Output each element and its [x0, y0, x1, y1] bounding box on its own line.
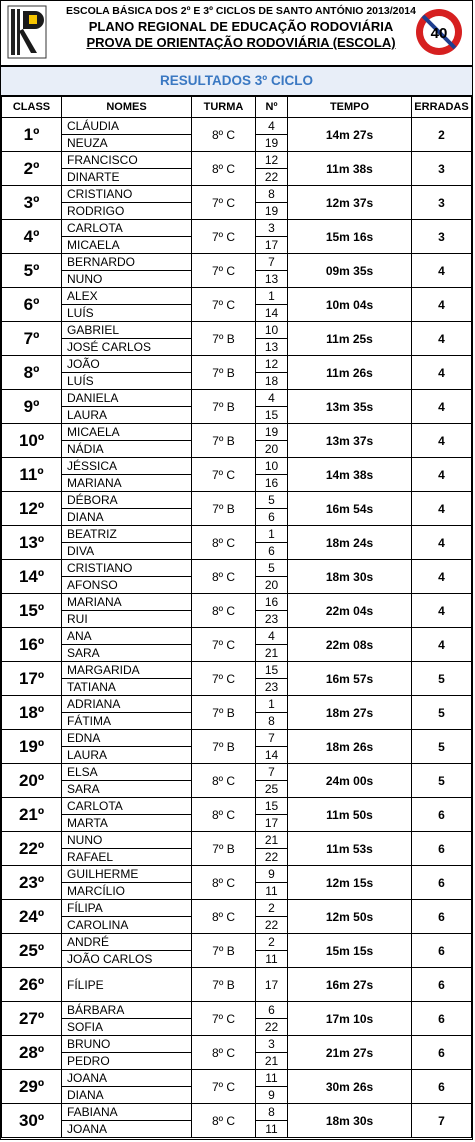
student-name: CRISTIANO	[62, 186, 192, 203]
student-name: CARLOTA	[62, 220, 192, 237]
student-name: NEUZA	[62, 135, 192, 152]
results-title: RESULTADOS 3º CICLO	[1, 65, 472, 96]
turma-value: 8º C	[192, 526, 256, 560]
turma-value: 8º C	[192, 1104, 256, 1138]
class-rank: 4º	[2, 220, 62, 254]
student-number: 23	[256, 679, 288, 696]
student-name: MICAELA	[62, 424, 192, 441]
student-name: JOÃO CARLOS	[62, 951, 192, 968]
student-number: 11	[256, 951, 288, 968]
table-row	[2, 696, 472, 713]
student-name: BEATRIZ	[62, 526, 192, 543]
erradas-value: 6	[412, 968, 472, 1002]
student-name: ANDRÉ	[62, 934, 192, 951]
erradas-value: 3	[412, 220, 472, 254]
erradas-value: 6	[412, 866, 472, 900]
student-name: JOANA	[62, 1121, 192, 1138]
student-number: 10	[256, 458, 288, 475]
table-row	[2, 900, 472, 917]
table-row	[2, 628, 472, 645]
student-number: 6	[256, 509, 288, 526]
erradas-value: 7	[412, 1104, 472, 1138]
student-name: LUÍS	[62, 373, 192, 390]
turma-value: 7º B	[192, 356, 256, 390]
student-name: SOFIA	[62, 1019, 192, 1036]
student-name: FÍLIPA	[62, 900, 192, 917]
column-header-turma: TURMA	[192, 97, 256, 118]
student-number: 18	[256, 373, 288, 390]
student-name: FÍLIPE	[62, 968, 192, 1002]
speed-limit-sign-icon	[414, 7, 464, 57]
student-name: GUILHERME	[62, 866, 192, 883]
tempo-value: 13m 35s	[288, 390, 412, 424]
column-header-class: CLASS	[2, 97, 62, 118]
table-row	[2, 832, 472, 849]
student-number: 7	[256, 730, 288, 747]
class-rank: 12º	[2, 492, 62, 526]
student-number: 4	[256, 628, 288, 645]
student-name: MICAELA	[62, 237, 192, 254]
tempo-value: 18m 30s	[288, 1104, 412, 1138]
student-name: DÉBORA	[62, 492, 192, 509]
class-rank: 23º	[2, 866, 62, 900]
class-rank: 6º	[2, 288, 62, 322]
table-row	[2, 254, 472, 271]
erradas-value: 5	[412, 696, 472, 730]
class-rank: 25º	[2, 934, 62, 968]
student-name: SARA	[62, 645, 192, 662]
turma-value: 7º B	[192, 322, 256, 356]
student-name: LAURA	[62, 747, 192, 764]
student-name: BRUNO	[62, 1036, 192, 1053]
turma-value: 7º C	[192, 662, 256, 696]
turma-value: 7º C	[192, 254, 256, 288]
tempo-value: 11m 38s	[288, 152, 412, 186]
erradas-value: 6	[412, 1070, 472, 1104]
student-number: 25	[256, 781, 288, 798]
erradas-value: 4	[412, 356, 472, 390]
class-rank: 26º	[2, 968, 62, 1002]
turma-value: 7º C	[192, 1002, 256, 1036]
class-rank: 15º	[2, 594, 62, 628]
student-number: 5	[256, 560, 288, 577]
student-name: RODRIGO	[62, 203, 192, 220]
tempo-value: 17m 10s	[288, 1002, 412, 1036]
class-rank: 27º	[2, 1002, 62, 1036]
tempo-value: 12m 50s	[288, 900, 412, 934]
class-rank: 21º	[2, 798, 62, 832]
erradas-value: 2	[412, 118, 472, 152]
class-rank: 30º	[2, 1104, 62, 1138]
student-number: 20	[256, 577, 288, 594]
class-rank: 19º	[2, 730, 62, 764]
class-rank: 16º	[2, 628, 62, 662]
tempo-value: 14m 27s	[288, 118, 412, 152]
erradas-value: 6	[412, 934, 472, 968]
table-row	[2, 118, 472, 135]
turma-value: 8º C	[192, 764, 256, 798]
table-row	[2, 288, 472, 305]
turma-value: 7º C	[192, 288, 256, 322]
student-name: DINARTE	[62, 169, 192, 186]
column-header-tempo: TEMPO	[288, 97, 412, 118]
table-row	[2, 594, 472, 611]
table-row	[2, 1036, 472, 1053]
student-name: FABIANA	[62, 1104, 192, 1121]
student-name: JÉSSICA	[62, 458, 192, 475]
student-name: DIANA	[62, 509, 192, 526]
student-number: 11	[256, 883, 288, 900]
student-name: TATIANA	[62, 679, 192, 696]
student-name: RUI	[62, 611, 192, 628]
erradas-value: 6	[412, 832, 472, 866]
student-number: 17	[256, 815, 288, 832]
class-rank: 13º	[2, 526, 62, 560]
turma-value: 7º B	[192, 832, 256, 866]
tempo-value: 12m 37s	[288, 186, 412, 220]
student-number: 14	[256, 747, 288, 764]
student-number: 22	[256, 1019, 288, 1036]
erradas-value: 4	[412, 560, 472, 594]
student-name: RAFAEL	[62, 849, 192, 866]
turma-value: 8º C	[192, 594, 256, 628]
table-row	[2, 968, 472, 1002]
student-number: 9	[256, 1087, 288, 1104]
student-number: 6	[256, 1002, 288, 1019]
student-number: 2	[256, 934, 288, 951]
table-row	[2, 662, 472, 679]
header	[1, 1, 472, 65]
erradas-value: 6	[412, 900, 472, 934]
student-name: CLÁUDIA	[62, 118, 192, 135]
table-row	[2, 764, 472, 781]
student-name: MARIANA	[62, 594, 192, 611]
erradas-value: 3	[412, 186, 472, 220]
tempo-value: 18m 30s	[288, 560, 412, 594]
student-number: 19	[256, 135, 288, 152]
student-name: SARA	[62, 781, 192, 798]
turma-value: 7º B	[192, 696, 256, 730]
student-name: NUNO	[62, 832, 192, 849]
class-rank: 8º	[2, 356, 62, 390]
turma-value: 8º C	[192, 1036, 256, 1070]
student-number: 5	[256, 492, 288, 509]
erradas-value: 3	[412, 152, 472, 186]
erradas-value: 5	[412, 662, 472, 696]
turma-value: 7º C	[192, 186, 256, 220]
erradas-value: 6	[412, 1002, 472, 1036]
student-number: 11	[256, 1070, 288, 1087]
table-row	[2, 424, 472, 441]
class-rank: 22º	[2, 832, 62, 866]
student-number: 9	[256, 866, 288, 883]
turma-value: 8º C	[192, 798, 256, 832]
student-number: 15	[256, 798, 288, 815]
class-rank: 9º	[2, 390, 62, 424]
student-number: 2	[256, 900, 288, 917]
turma-value: 8º C	[192, 866, 256, 900]
tempo-value: 18m 24s	[288, 526, 412, 560]
student-name: JOANA	[62, 1070, 192, 1087]
erradas-value: 4	[412, 254, 472, 288]
class-rank: 29º	[2, 1070, 62, 1104]
tempo-value: 15m 15s	[288, 934, 412, 968]
class-rank: 11º	[2, 458, 62, 492]
tempo-value: 12m 15s	[288, 866, 412, 900]
tempo-value: 22m 08s	[288, 628, 412, 662]
table-row	[2, 220, 472, 237]
erradas-value: 4	[412, 390, 472, 424]
student-number: 22	[256, 849, 288, 866]
erradas-value: 5	[412, 730, 472, 764]
student-number: 1	[256, 526, 288, 543]
table-row	[2, 1070, 472, 1087]
tempo-value: 14m 38s	[288, 458, 412, 492]
column-header-erradas: ERRADAS	[412, 97, 472, 118]
student-name: FRANCISCO	[62, 152, 192, 169]
student-number: 17	[256, 237, 288, 254]
table-row	[2, 866, 472, 883]
student-name: EDNA	[62, 730, 192, 747]
turma-value: 7º C	[192, 1070, 256, 1104]
turma-value: 7º B	[192, 968, 256, 1002]
student-name: JOÃO	[62, 356, 192, 373]
student-number: 14	[256, 305, 288, 322]
student-number: 11	[256, 1121, 288, 1138]
class-rank: 28º	[2, 1036, 62, 1070]
turma-value: 7º B	[192, 492, 256, 526]
turma-value: 8º C	[192, 118, 256, 152]
school-logo-icon	[7, 5, 47, 59]
class-rank: 3º	[2, 186, 62, 220]
table-row	[2, 186, 472, 203]
class-rank: 1º	[2, 118, 62, 152]
student-number: 1	[256, 288, 288, 305]
turma-value: 7º B	[192, 424, 256, 458]
student-name: MARCÍLIO	[62, 883, 192, 900]
tempo-value: 18m 27s	[288, 696, 412, 730]
turma-value: 7º C	[192, 628, 256, 662]
student-number: 21	[256, 645, 288, 662]
student-name: DANIELA	[62, 390, 192, 407]
erradas-value: 4	[412, 628, 472, 662]
student-number: 15	[256, 662, 288, 679]
student-name: DIANA	[62, 1087, 192, 1104]
erradas-value: 4	[412, 322, 472, 356]
student-number: 23	[256, 611, 288, 628]
tempo-value: 13m 37s	[288, 424, 412, 458]
class-rank: 17º	[2, 662, 62, 696]
erradas-value: 6	[412, 798, 472, 832]
turma-value: 8º C	[192, 900, 256, 934]
tempo-value: 11m 26s	[288, 356, 412, 390]
tempo-value: 18m 26s	[288, 730, 412, 764]
student-name: JOSÉ CARLOS	[62, 339, 192, 356]
erradas-value: 5	[412, 764, 472, 798]
student-number: 21	[256, 1053, 288, 1070]
student-number: 15	[256, 407, 288, 424]
student-name: NÁDIA	[62, 441, 192, 458]
student-name: ELSA	[62, 764, 192, 781]
turma-value: 7º B	[192, 390, 256, 424]
student-name: LUÍS	[62, 305, 192, 322]
tempo-value: 22m 04s	[288, 594, 412, 628]
class-rank: 2º	[2, 152, 62, 186]
table-row	[2, 1002, 472, 1019]
student-number: 8	[256, 713, 288, 730]
turma-value: 8º C	[192, 560, 256, 594]
results-table	[1, 96, 472, 1138]
student-number: 17	[256, 968, 288, 1002]
tempo-value: 09m 35s	[288, 254, 412, 288]
table-row	[2, 526, 472, 543]
table-row	[2, 390, 472, 407]
erradas-value: 6	[412, 1036, 472, 1070]
column-header-names: NOMES	[62, 97, 192, 118]
student-number: 19	[256, 203, 288, 220]
student-name: DIVA	[62, 543, 192, 560]
table-row	[2, 152, 472, 169]
class-rank: 10º	[2, 424, 62, 458]
student-number: 22	[256, 169, 288, 186]
school-name: ESCOLA BÁSICA DOS 2º E 3º CICLOS DE SANTO ANTÓNIO 2013/2014	[66, 5, 416, 17]
turma-value: 7º C	[192, 458, 256, 492]
table-row	[2, 798, 472, 815]
tempo-value: 11m 25s	[288, 322, 412, 356]
tempo-value: 16m 27s	[288, 968, 412, 1002]
table-row	[2, 560, 472, 577]
tempo-value: 16m 54s	[288, 492, 412, 526]
program-title: PLANO REGIONAL DE EDUCAÇÃO RODOVIÁRIA	[88, 19, 394, 34]
tempo-value: 11m 53s	[288, 832, 412, 866]
tempo-value: 11m 50s	[288, 798, 412, 832]
tempo-value: 15m 16s	[288, 220, 412, 254]
turma-value: 8º C	[192, 152, 256, 186]
student-number: 13	[256, 339, 288, 356]
student-name: LAURA	[62, 407, 192, 424]
student-name: ADRIANA	[62, 696, 192, 713]
erradas-value: 4	[412, 288, 472, 322]
class-rank: 7º	[2, 322, 62, 356]
student-name: BERNARDO	[62, 254, 192, 271]
student-number: 12	[256, 356, 288, 373]
class-rank: 14º	[2, 560, 62, 594]
student-name: MARTA	[62, 815, 192, 832]
table-row	[2, 492, 472, 509]
class-rank: 5º	[2, 254, 62, 288]
student-name: PEDRO	[62, 1053, 192, 1070]
student-name: ANA	[62, 628, 192, 645]
student-number: 3	[256, 1036, 288, 1053]
student-number: 16	[256, 594, 288, 611]
student-number: 7	[256, 764, 288, 781]
student-number: 8	[256, 1104, 288, 1121]
student-number: 7	[256, 254, 288, 271]
student-number: 12	[256, 152, 288, 169]
student-number: 4	[256, 118, 288, 135]
student-number: 8	[256, 186, 288, 203]
table-row	[2, 322, 472, 339]
student-number: 4	[256, 390, 288, 407]
tempo-value: 30m 26s	[288, 1070, 412, 1104]
student-name: NUNO	[62, 271, 192, 288]
student-name: AFONSO	[62, 577, 192, 594]
student-name: FÁTIMA	[62, 713, 192, 730]
table-row	[2, 730, 472, 747]
tempo-value: 16m 57s	[288, 662, 412, 696]
erradas-value: 4	[412, 424, 472, 458]
class-rank: 24º	[2, 900, 62, 934]
student-number: 6	[256, 543, 288, 560]
tempo-value: 10m 04s	[288, 288, 412, 322]
table-row	[2, 356, 472, 373]
table-row	[2, 934, 472, 951]
student-name: BÁRBARA	[62, 1002, 192, 1019]
class-rank: 20º	[2, 764, 62, 798]
student-name: GABRIEL	[62, 322, 192, 339]
student-number: 10	[256, 322, 288, 339]
student-number: 1	[256, 696, 288, 713]
column-header-number: Nº	[256, 97, 288, 118]
tempo-value: 24m 00s	[288, 764, 412, 798]
student-name: ALEX	[62, 288, 192, 305]
turma-value: 7º B	[192, 730, 256, 764]
student-number: 13	[256, 271, 288, 288]
test-title: PROVA DE ORIENTAÇÃO RODOVIÁRIA (ESCOLA)	[86, 35, 396, 50]
student-number: 19	[256, 424, 288, 441]
turma-value: 7º B	[192, 934, 256, 968]
student-number: 21	[256, 832, 288, 849]
student-name: CAROLINA	[62, 917, 192, 934]
table-row	[2, 458, 472, 475]
erradas-value: 4	[412, 458, 472, 492]
erradas-value: 4	[412, 594, 472, 628]
student-name: MARGARIDA	[62, 662, 192, 679]
table-row	[2, 1104, 472, 1121]
erradas-value: 4	[412, 492, 472, 526]
erradas-value: 4	[412, 526, 472, 560]
student-name: CRISTIANO	[62, 560, 192, 577]
class-rank: 18º	[2, 696, 62, 730]
student-number: 3	[256, 220, 288, 237]
student-number: 22	[256, 917, 288, 934]
student-number: 20	[256, 441, 288, 458]
sign-value: 40	[430, 25, 448, 42]
tempo-value: 21m 27s	[288, 1036, 412, 1070]
turma-value: 7º C	[192, 220, 256, 254]
student-name: CARLOTA	[62, 798, 192, 815]
student-number: 16	[256, 475, 288, 492]
student-name: MARIANA	[62, 475, 192, 492]
table-header-row	[2, 97, 472, 118]
